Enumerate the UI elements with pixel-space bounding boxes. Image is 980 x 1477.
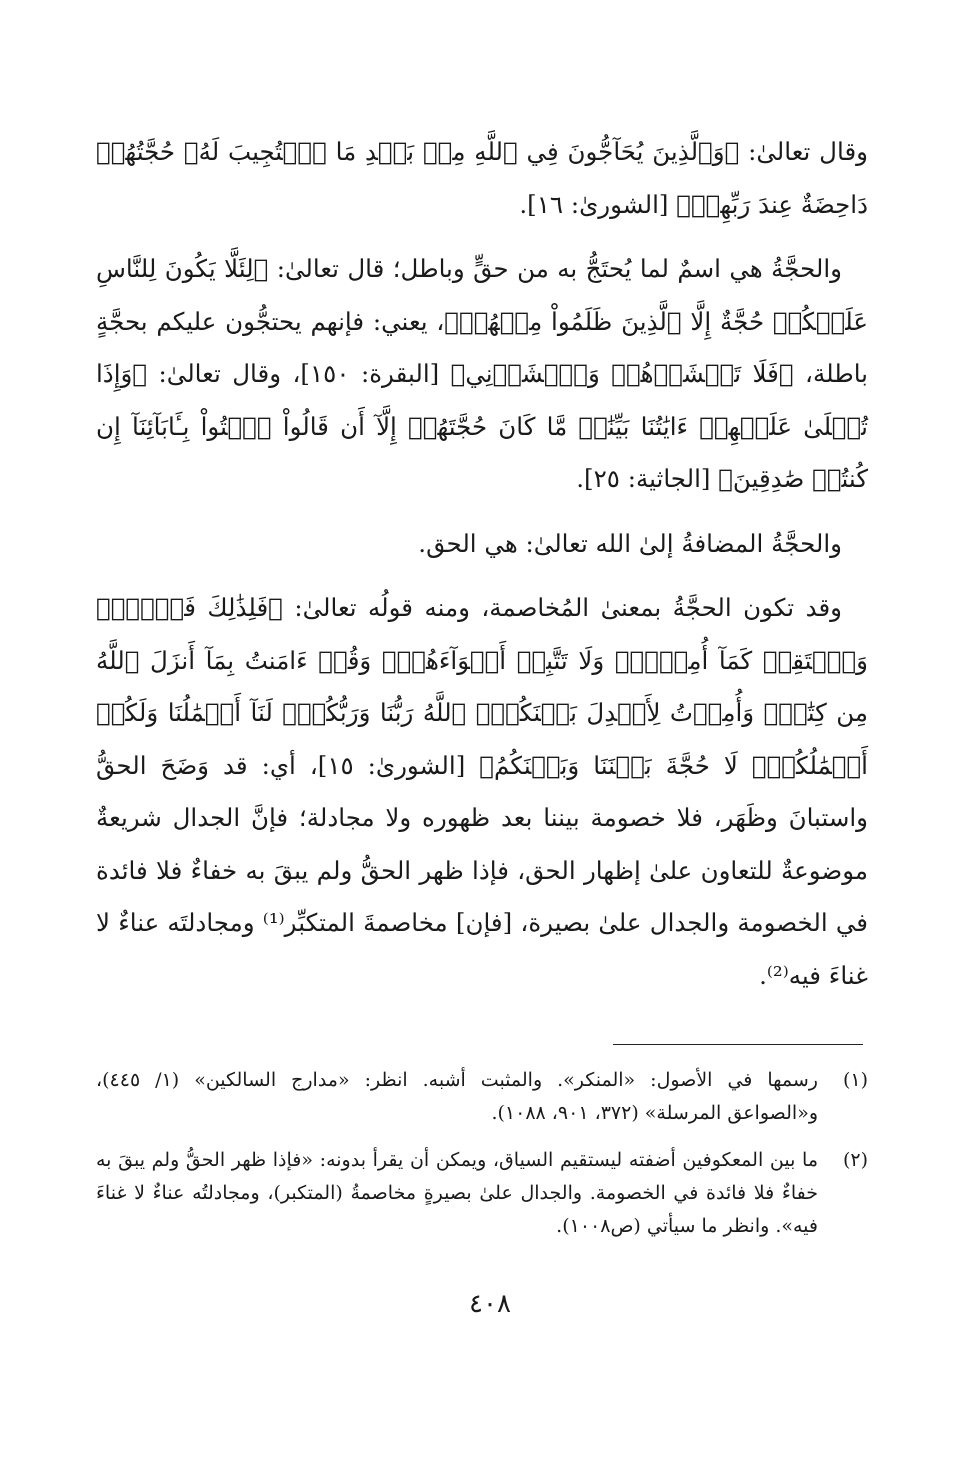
footnote-text: رسمها في الأصول: «المنكر». والمثبت أشبه. انظر: «مدارج السالكين» (١/ ٤٤٥)، و«الصواعق المرسلة» (٣٧٢، ٩٠١، ١٠٨٨). xyxy=(96,1069,818,1124)
footnote xyxy=(96,1064,868,1130)
paragraph: والحجَّةُ هي اسمٌ لما يُحتَجُّ به من حقٍّ وباطل؛ قال تعالىٰ: ﴿لِئَلَّا يَكُونَ لِلنَّاسِ عَلَيۡكُمۡ حُجَّةٌ إِلَّا ٱلَّذِينَ ظَلَمُواْ مِنۡهُمۡ﴾، يعني: فإنهم يحتجُّون عليكم بحجَّةٍ باطلة، ﴿فَلَا تَخۡشَوۡهُمۡ وَٱخۡشَوۡنِي﴾ [البقرة: ١٥٠]، وقال تعالىٰ: ﴿وَإِذَا تُتۡلَىٰ عَلَيۡهِمۡ ءَايَٰتُنَا بَيِّنَٰتٖ مَّا كَانَ حُجَّتَهُمۡ إِلَّآ أَن قَالُواْ ٱئۡتُواْ بِـَٔابَآئِنَآ إِن كُنتُمۡ صَٰدِقِينَ﴾ [الجاثية: ٢٥]. xyxy=(96,254,868,493)
footnotes xyxy=(96,1064,868,1257)
footnote-divider xyxy=(613,1044,863,1045)
paragraph: وقال تعالىٰ: ﴿وَٱلَّذِينَ يُحَآجُّونَ فِي ٱللَّهِ مِنۢ بَعۡدِ مَا ٱسۡتُجِيبَ لَهُۥ حُجَّتُهُمۡ دَاحِضَةٌ عِندَ رَبِّهِمۡ﴾ [الشورىٰ: ١٦]. xyxy=(96,137,868,219)
paragraph: وقد تكون الحجَّةُ بمعنىٰ المُخاصمة، ومنه قولُه تعالىٰ: ﴿فَلِذَٰلِكَ فَٱدۡعُۖ وَٱسۡتَقِمۡ كَمَآ أُمِرۡتَۖ وَلَا تَتَّبِعۡ أَهۡوَآءَهُمۡۖ وَقُلۡ ءَامَنتُ بِمَآ أَنزَلَ ٱللَّهُ مِن كِتَٰبٖۖ وَأُمِرۡتُ لِأَعۡدِلَ بَيۡنَكُمُۖ ٱللَّهُ رَبُّنَا وَرَبُّكُمۡۖ لَنَآ أَعۡمَٰلُنَا وَلَكُمۡ أَعۡمَٰلُكُمۡۖ لَا حُجَّةَ بَيۡنَنَا وَبَيۡنَكُمُ﴾ [الشورىٰ: ١٥]، أي: قد وَضَحَ الحقُّ واستبانَ وظَهَر، فلا خصومة بيننا بعد ظهوره ولا مجادلة؛ فإنَّ الجدال شريعةٌ موضوعةٌ للتعاون علىٰ إظهار الحق، فإذا ظهر الحقُّ ولم يبقَ به خفاءٌ فلا فائدة في الخصومة والجدال علىٰ بصيرة، [فإن] مخاصمةَ المتكبِّر⁽¹⁾ ومجادلتَه عناءٌ لا غناءَ فيه⁽²⁾. xyxy=(96,593,868,990)
footnote-number: (٢) xyxy=(842,1149,868,1171)
page-number: ٤٠٨ xyxy=(469,1289,511,1319)
footnote-number: (١) xyxy=(842,1069,868,1091)
footnote-text: ما بين المعكوفين أضفته ليستقيم السياق، ويمكن أن يقرأ بدونه: «فإذا ظهر الحقُّ ولم يبقَ به خفاءٌ فلا فائدة في الخصومة. والجدال علىٰ بصيرةٍ مخاصمةُ (المتكبر)، ومجادلتُه عناءٌ لا غناءَ فيه». وانظر ما سيأتي (ص١٠٠٨). xyxy=(96,1149,818,1237)
main-text xyxy=(96,126,868,1002)
footnote xyxy=(96,1144,868,1243)
paragraph: والحجَّةُ المضافةُ إلىٰ الله تعالىٰ: هي الحق. xyxy=(418,528,842,558)
